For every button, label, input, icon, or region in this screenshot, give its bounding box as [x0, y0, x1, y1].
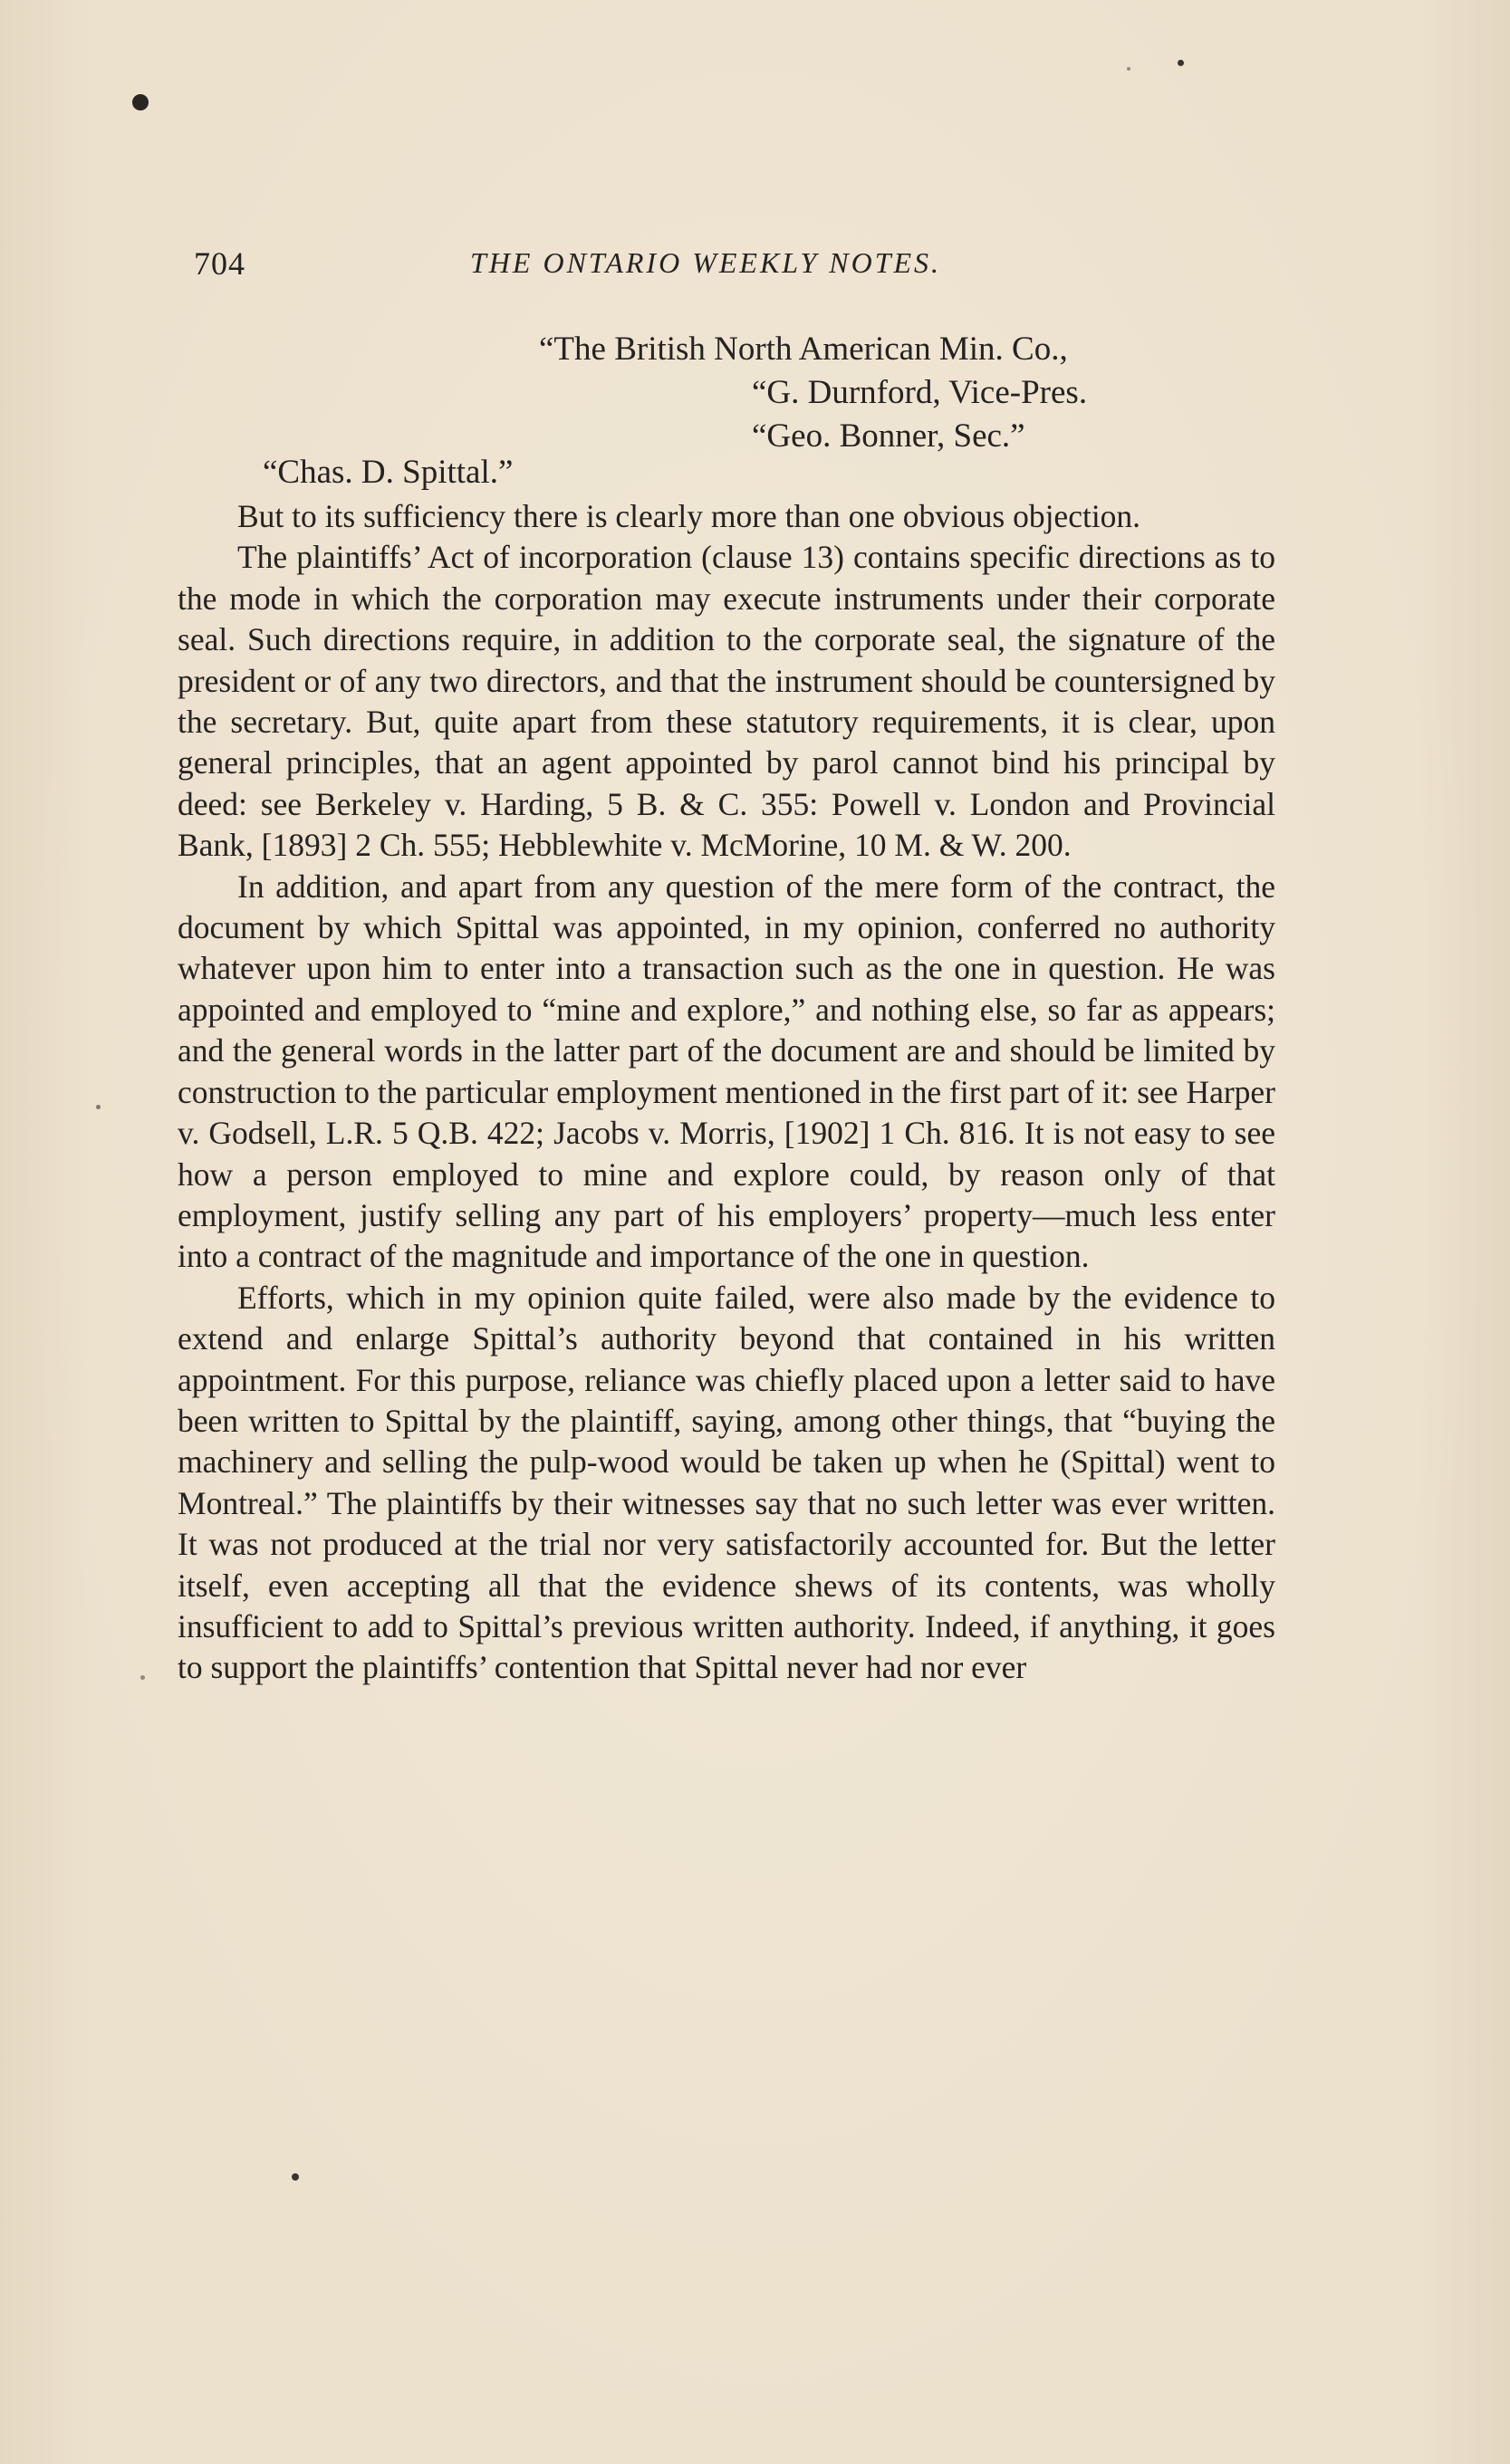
paragraph: In addition, and apart from any question of the mere form of the contract, the document by which Spittal was appointed, in my opinion, conferred no authority whatever upon him to enter into a transaction such as the one in question. He was appointed and employed to “mine and explore,” and nothing else, so far as appears; and the general words in the latter part of the document are and should be limited by construction to the particular employment mentioned in the first part of it: see Harper v. Godsell, L.R. 5 Q.B. 422; Jacobs v. Morris, [1902] 1 Ch. 816. It is not easy to see how a person employed to mine and explore could, by reason only of that employment, justify selling any part of his employers’ property—much less enter into a contract of the magnitude and importance of the one in question. — [178, 868, 1275, 1275]
signature-secretary: “Geo. Bonner, Sec.” — [752, 417, 1025, 455]
signature-company: “The British North American Min. Co., — [539, 331, 1068, 368]
binding-hole-mark — [132, 94, 149, 110]
signature-agent: “Chas. D. Spittal.” — [263, 454, 514, 491]
signature-vice-president: “G. Durnford, Vice-Pres. — [752, 374, 1088, 411]
paragraph: But to its sufficiency there is clearly more than one obvious objection. — [237, 498, 1141, 534]
ink-speck — [1178, 60, 1184, 66]
page-header — [194, 244, 1281, 290]
page-number: 704 — [194, 245, 245, 282]
ink-speck — [140, 1675, 145, 1680]
paragraph: The plaintiffs’ Act of incorporation (clause 13) contains specific directions as to the mode in which the corporation may execute instruments under their corporate seal. Such directions require, in addition to the corporate seal, the signature of the president or of any two directors, and that the instrument should be countersigned by the secretary. But, quite apart from these statutory requirements, it is clear, upon general principles, that an agent appointed by parol cannot bind his principal by deed: see Berkeley v. Harding, 5 B. & C. 355: Powell v. London and Provincial Bank, [1893] 2 Ch. 555; Hebblewhite v. McMorine, 10 M. & W. 200. — [178, 539, 1275, 864]
running-head: THE ONTARIO WEEKLY NOTES. — [470, 246, 942, 279]
ink-speck — [292, 2173, 299, 2181]
body-text — [178, 496, 1275, 1689]
ink-speck — [1127, 67, 1130, 71]
paragraph: Efforts, which in my opinion quite failed, were also made by the evidence to extend and enlarge Spittal’s authority beyond that contained in his written appointment. For this purpose, reliance was chiefly placed upon a letter said to have been written to Spittal by the plaintiff, saying, among other things, that “buying the machinery and selling the pulp-wood would be taken up when he (Spittal) went to Montreal.” The plaintiffs by their witnesses say that no such letter was ever written. It was not produced at the trial nor very satisfactorily accounted for. But the letter itself, even accepting all that the evidence shews of its contents, was wholly insufficient to add to Spittal’s previous written authority. Indeed, if anything, it goes to support the plaintiffs’ contention that Spittal never had nor ever — [178, 1279, 1275, 1686]
ink-speck — [96, 1105, 101, 1109]
